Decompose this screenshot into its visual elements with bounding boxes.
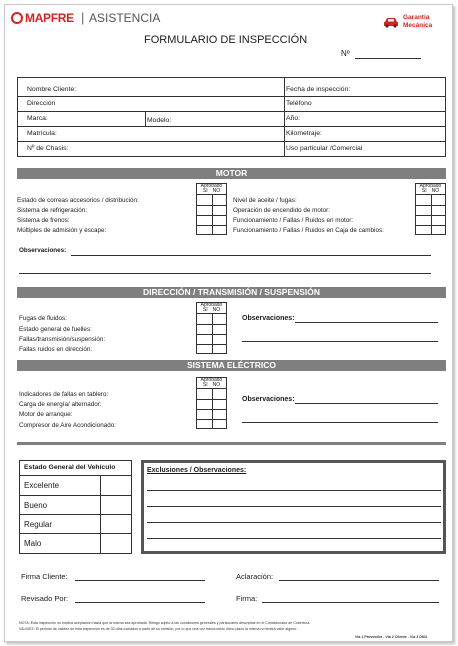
estado-option[interactable]: Bueno: [24, 501, 48, 510]
label-telefono: Teléfono: [286, 100, 312, 107]
estado-general-title: Estado General del Vehículo: [24, 464, 116, 471]
electrico-item: Indicadores de fallas en tablero:: [19, 391, 109, 398]
mapfre-logo: [11, 12, 23, 24]
revisado-label: Revisado Por:: [21, 594, 69, 603]
label-kilometraje: Kilometraje:: [286, 130, 322, 137]
motor-item: Estado de correas accesorios / distribución:: [17, 197, 139, 204]
sub-brand: ASISTENCIA: [89, 11, 161, 25]
electrico-observaciones-line[interactable]: [242, 422, 438, 423]
label-direccion: Dirección: [27, 100, 56, 107]
revisado-line[interactable]: [75, 602, 205, 603]
motor-observaciones-line[interactable]: [19, 273, 431, 274]
label-marca: Marca:: [27, 115, 48, 122]
firma-cliente-line[interactable]: [75, 580, 205, 581]
brand-divider: |: [81, 10, 85, 25]
footer-nota: NOTA: Esta inspección no implica aceptación hasta que la misma sea aprobada. Riesgo sujeto a las condiciones generales y particulares descriptas en el Condicionado de Cobertura.: [19, 621, 311, 625]
form-title: FORMULARIO DE INSPECCIÓN: [144, 34, 308, 46]
estado-option[interactable]: Regular: [24, 520, 53, 529]
car-icon: [383, 15, 399, 27]
motor-item: Sistema de frenos:: [17, 217, 70, 224]
footer-copias: Vía 1 Proveedor - Vía 2 Cliente - Vía 3 DNU: [355, 635, 428, 639]
direccion-item: Fugas de fluidos:: [19, 315, 67, 322]
motor-right-checkgrid[interactable]: Aprobado SI NO: [415, 183, 446, 235]
direccion-observaciones-label: Observaciones:: [242, 315, 295, 322]
electrico-observaciones-label: Observaciones:: [242, 396, 295, 403]
direccion-observaciones-line[interactable]: [242, 341, 438, 342]
label-nombre-cliente: Nombre Cliente:: [27, 86, 77, 93]
direccion-observaciones-line[interactable]: [295, 322, 438, 323]
electrico-checkgrid[interactable]: Aprobado SI NO: [196, 377, 227, 429]
exclusiones-line[interactable]: [147, 522, 441, 523]
motor-observaciones-line[interactable]: [71, 255, 431, 256]
section-electrico: SISTEMA ELÉCTRICO: [17, 360, 446, 371]
exclusiones-line[interactable]: [147, 506, 441, 507]
label-matricula: Matrícula:: [27, 130, 57, 137]
electrico-item: Compresor de Aire Acondicionado:: [19, 422, 116, 429]
exclusiones-line[interactable]: [147, 490, 441, 491]
label-anio: Año:: [286, 115, 300, 122]
electrico-observaciones-line[interactable]: [295, 403, 438, 404]
brand-name: MAPFRE: [25, 11, 74, 25]
exclusiones-line[interactable]: [147, 538, 441, 539]
aclaracion-line[interactable]: [279, 580, 439, 581]
motor-item: Múltiples de admisión y escape:: [17, 227, 107, 234]
label-uso: Uso particular /Comercial: [286, 145, 363, 152]
label-fecha: Fecha de inspección:: [286, 86, 351, 93]
firma-line[interactable]: [262, 602, 439, 603]
electrico-item: Carga de energía/ alternador:: [19, 401, 102, 408]
number-label: Nº: [341, 49, 350, 58]
footer-validez: VALIDEZ: El periodo de validez de esta inspección es de 30 días contados a partir de su emisión, por lo que una vez transcurrido dicho plazo la misma no tendrá valor alguno.: [19, 627, 298, 631]
aclaracion-label: Aclaración:: [236, 572, 274, 581]
motor-item: Sistema de refrigeración:: [17, 207, 87, 214]
label-chasis: Nº de Chasis:: [27, 145, 69, 152]
direccion-item: Fallas ruidos en dirección:: [19, 346, 93, 353]
section-direccion: DIRECCIÓN / TRANSMISIÓN / SUSPENSIÓN: [17, 287, 446, 298]
motor-item: Funcionamiento / Fallas / Ruidos en Caja de cambios:: [233, 227, 384, 234]
motor-item: Funcionamiento / Fallas / Ruidos en motor:: [233, 217, 354, 224]
direccion-checkgrid[interactable]: Aprobado SI NO: [196, 302, 227, 354]
estado-option[interactable]: Excelente: [24, 481, 60, 490]
exclusiones-box: [141, 460, 446, 554]
motor-observaciones-label: Observaciones:: [19, 247, 67, 254]
exclusiones-title: Exclusiones / Observaciones:: [147, 467, 247, 474]
firma-label: Firma:: [236, 594, 258, 603]
label-modelo: Modelo:: [147, 117, 172, 124]
electrico-item: Motor de arranque:: [19, 411, 73, 418]
firma-cliente-label: Firma Cliente:: [21, 572, 68, 581]
direccion-item: Fallas/transmisión/suspensión:: [19, 336, 106, 343]
section-motor: MOTOR: [17, 168, 446, 179]
direccion-item: Estado general de fuelles:: [19, 326, 92, 333]
section-divider: [17, 442, 446, 445]
motor-item: Operación de encendido de motor:: [233, 207, 330, 214]
number-field[interactable]: [355, 58, 421, 59]
badge-line2: Mecánica: [403, 22, 433, 29]
inspection-form: [4, 4, 453, 642]
badge-line1: Garantía: [403, 14, 430, 21]
general-info-table: [17, 77, 446, 157]
aprobado-label: Aprobado: [200, 183, 223, 189]
motor-item: Nivel de aceite / fugas:: [233, 197, 297, 204]
motor-left-checkgrid[interactable]: Aprobado SI NO: [196, 183, 227, 235]
estado-option[interactable]: Malo: [24, 539, 42, 548]
